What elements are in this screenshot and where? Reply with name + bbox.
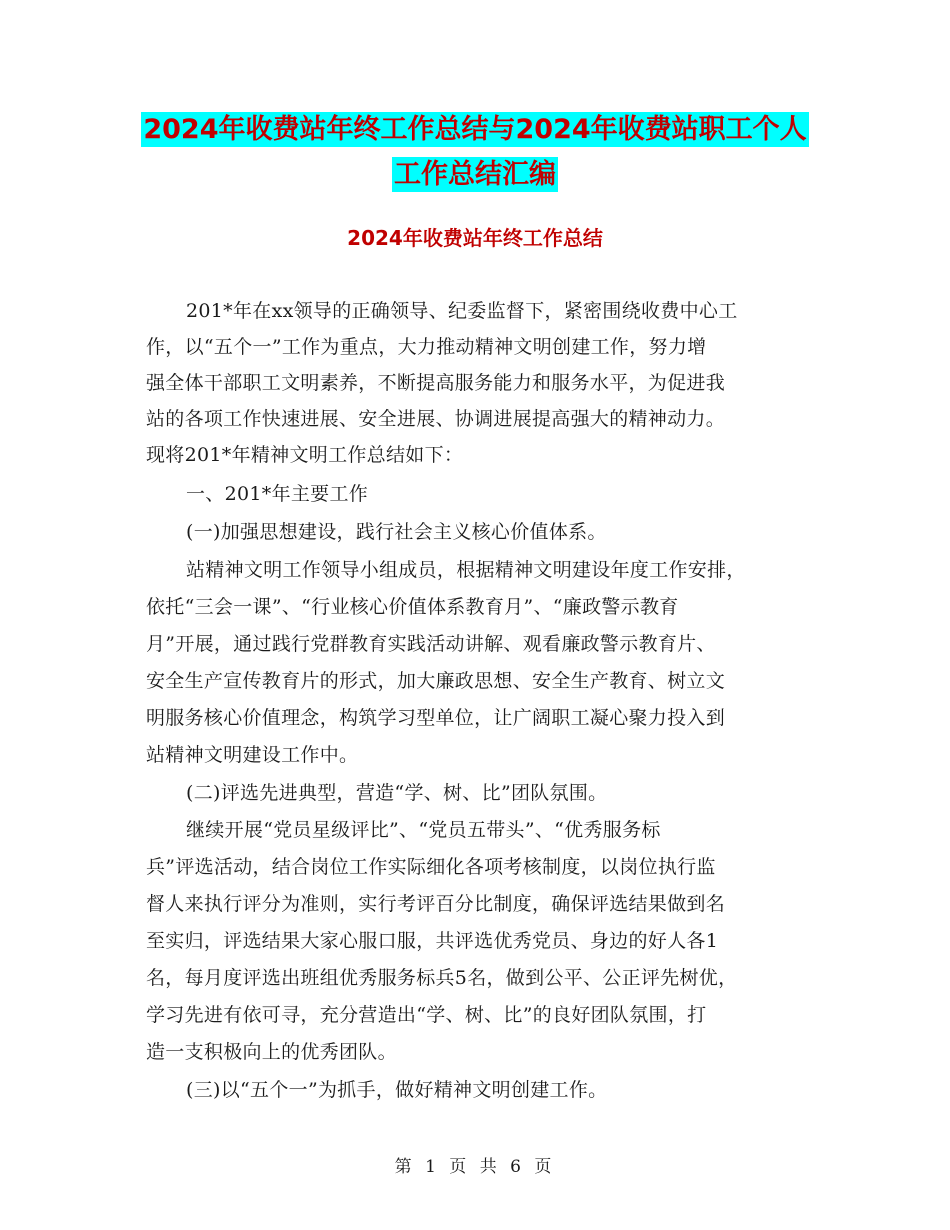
heading-line: 一、201*年主要工作	[186, 483, 369, 505]
paragraph-line: 站精神文明工作领导小组成员，根据精神文明建设年度工作安排，	[186, 559, 746, 581]
page-footer: 第 1 页 共 6 页	[394, 1157, 556, 1177]
paragraph-line: 现将201*年精神文明工作总结如下：	[146, 444, 464, 466]
subheading-line: (一)加强思想建设，践行社会主义核心价值体系。	[186, 521, 607, 543]
paragraph-line: 站精神文明建设工作中。	[146, 744, 359, 766]
paragraph-line: 月”开展，通过践行党群教育实践活动讲解、观看廉政警示教育片、	[146, 633, 716, 655]
document-title-line-2: 工作总结汇编	[394, 159, 556, 190]
paragraph-line: 强全体干部职工文明素养，不断提高服务能力和服务水平，为促进我	[146, 372, 726, 394]
paragraph-line: 站的各项工作快速进展、安全进展、协调进展提高强大的精神动力。	[146, 408, 726, 430]
paragraph-line: 继续开展“党员星级评比”、“党员五带头”、“优秀服务标	[186, 819, 661, 841]
paragraph-line: 作，以“五个一”工作为重点，大力推动精神文明创建工作，努力增	[146, 336, 707, 358]
subheading-line: (二)评选先进典型，营造“学、树、比”团队氛围。	[186, 782, 608, 804]
section-title: 2024年收费站年终工作总结	[347, 226, 603, 250]
paragraph-line: 造一支积极向上的优秀团队。	[146, 1041, 397, 1063]
subheading-line: (三)以“五个一”为抓手，做好精神文明创建工作。	[186, 1079, 608, 1101]
document-title-line-1: 2024年收费站年终工作总结与2024年收费站职工个人	[143, 114, 807, 145]
paragraph-line: 名，每月度评选出班组优秀服务标兵5名，做到公平、公正评先树优，	[146, 967, 738, 989]
paragraph-line: 明服务核心价值理念，构筑学习型单位，让广阔职工凝心聚力投入到	[146, 707, 726, 729]
paragraph-line: 学习先进有依可寻，充分营造出“学、树、比”的良好团队氛围，打	[146, 1004, 707, 1026]
paragraph-line: 201*年在xx领导的正确领导、纪委监督下，紧密围绕收费中心工	[186, 300, 738, 322]
paragraph-line: 依托“三会一课”、“行业核心价值体系教育月”、“廉政警示教育	[146, 596, 679, 618]
paragraph-line: 兵”评选活动，结合岗位工作实际细化各项考核制度，以岗位执行监	[146, 856, 716, 878]
paragraph-line: 督人来执行评分为准则，实行考评百分比制度，确保评选结果做到名	[146, 893, 726, 915]
paragraph-line: 至实归，评选结果大家心服口服，共评选优秀党员、身边的好人各1	[146, 930, 719, 952]
paragraph-line: 安全生产宣传教育片的形式，加大廉政思想、安全生产教育、树立文	[146, 670, 726, 692]
